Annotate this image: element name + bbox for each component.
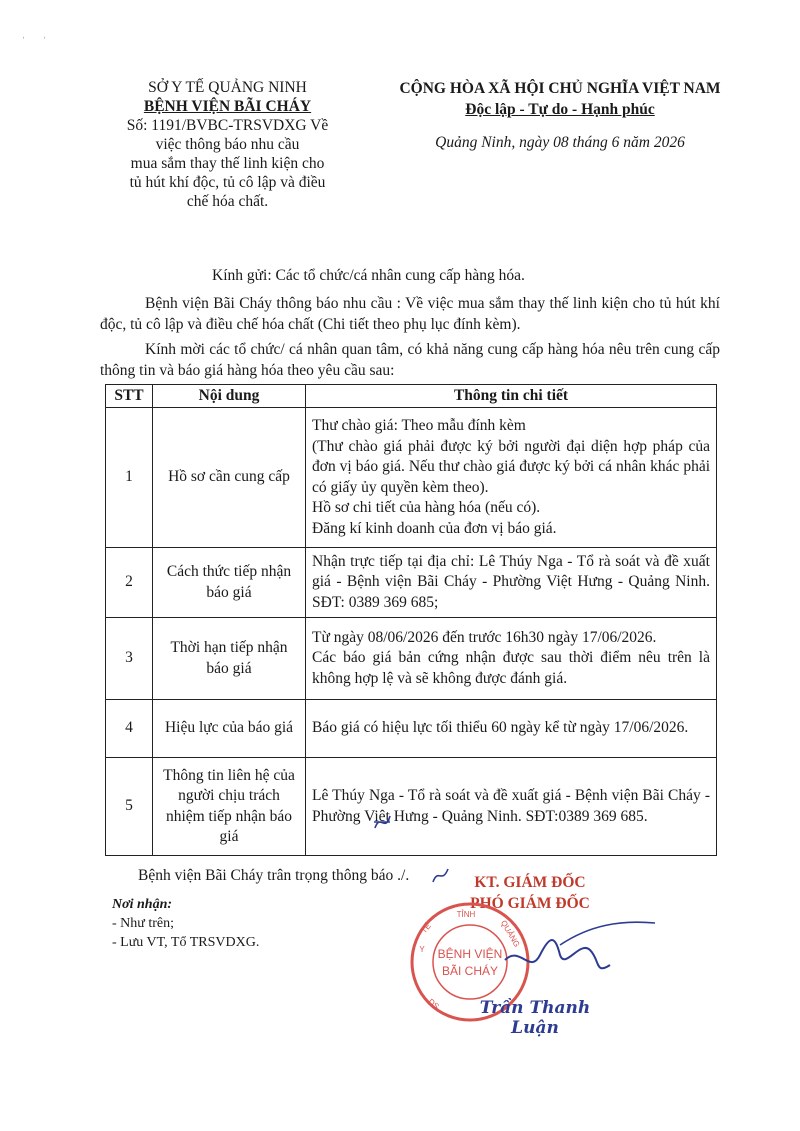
detail-line: Báo giá có hiệu lực tối thiểu 60 ngày kể từ ngày 17/06/2026.	[312, 719, 689, 737]
table-row	[106, 758, 717, 856]
row-details	[306, 618, 717, 700]
row-details	[306, 758, 717, 856]
nation-title: CỘNG HÒA XÃ HỘI CHỦ NGHĨA VIỆT NAM	[399, 80, 721, 97]
table-header-row	[106, 385, 717, 408]
detail-line: Lê Thúy Nga - Tổ rà soát và đề xuất giá - Bệnh viện Bãi Cháy - Phường Việt Hưng - Quảng Ninh. SĐT:0389 369 685.	[312, 787, 710, 825]
row-stt: 3	[106, 618, 153, 700]
stamp-ring-text: DS	[426, 997, 441, 1012]
stamp-ring-text: Y	[419, 945, 425, 954]
row-details	[306, 408, 717, 548]
row-content: Hiệu lực của báo giá	[153, 700, 306, 758]
initial-mark-icon	[430, 864, 452, 886]
row-details	[306, 548, 717, 618]
detail-line: Nhận trực tiếp tại địa chỉ: Lê Thúy Nga - Tổ rà soát và đề xuất giá - Bệnh viện Bãi Cháy - Phường Việt Hưng - Quảng Ninh. SĐT: 0389 369 685;	[312, 552, 710, 611]
stamp-inner-line-1: BỆNH VIỆN	[437, 947, 503, 961]
header-stt: STT	[106, 385, 153, 408]
header-right	[360, 78, 760, 153]
signer-name: Trần Thanh Luận	[479, 998, 591, 1038]
recipients-title: Nơi nhận:	[112, 897, 173, 912]
stamp-ring-text: TẾ	[419, 921, 433, 936]
stamp-inner-line-2: BÃI CHÁY	[441, 964, 499, 978]
detail-line: (Thư chào giá phải được ký bởi người đại diện hợp pháp của đơn vị báo giá. Nếu thư chào giá được ký bởi cá nhân khác phải có giấy ủy quyền kèm theo).	[312, 437, 710, 496]
table-row	[106, 408, 717, 548]
recipients-block	[112, 895, 259, 952]
initial-mark-icon	[370, 808, 396, 834]
subject-line: mua sắm thay thế linh kiện cho	[130, 155, 325, 172]
department-name: SỞ Y TẾ QUẢNG NINH	[148, 79, 307, 96]
row-stt: 1	[106, 408, 153, 548]
table-row	[106, 700, 717, 758]
detail-line: Đăng kí kinh doanh của đơn vị báo giá.	[312, 519, 557, 537]
row-stt: 2	[106, 548, 153, 618]
greeting: Kính gửi: Các tổ chức/cá nhân cung cấp hàng hóa.	[212, 267, 525, 284]
signature-line-1: KT. GIÁM ĐỐC	[474, 874, 586, 891]
header-content: Nội dung	[153, 385, 306, 408]
row-content: Hồ sơ cần cung cấp	[153, 408, 306, 548]
subject-line: tủ hút khí độc, tủ cô lập và điều	[129, 174, 326, 191]
row-content: Thời hạn tiếp nhận báo giá	[153, 618, 306, 700]
recipient-item: - Lưu VT, Tổ TRSVDXG.	[112, 935, 260, 950]
detail-line: Các báo giá bản cứng nhận được sau thời điểm nêu trên là không hợp lệ và sẽ không được đánh giá.	[312, 649, 710, 687]
detail-line: Hồ sơ chi tiết của hàng hóa (nếu có).	[312, 499, 541, 516]
detail-line: Từ ngày 08/06/2026 đến trước 16h30 ngày 17/06/2026.	[312, 628, 657, 646]
signature-line-2: PHÓ GIÁM ĐỐC	[470, 895, 590, 912]
intro-paragraph: Bệnh viện Bãi Cháy thông báo nhu cầu : Về việc mua sắm thay thế linh kiện cho tủ hút khí độc, tủ cô lập và điều chế hóa chất (Chi tiết theo phụ lục đính kèm).	[100, 295, 720, 333]
table-row	[106, 618, 717, 700]
requirements-table	[105, 384, 717, 856]
handwritten-signature-icon	[500, 915, 660, 985]
document-number: Số: 1191/BVBC-TRSVDXG Về	[126, 117, 329, 134]
row-details	[306, 700, 717, 758]
stamp-ring-text: QUẢNG	[498, 918, 522, 949]
subject-line: việc thông báo nhu cầu	[155, 136, 300, 153]
header-left	[100, 78, 355, 211]
nation-motto: Độc lập - Tự do - Hạnh phúc	[465, 101, 655, 118]
closing-line: Bệnh viện Bãi Cháy trân trọng thông báo ./.	[138, 867, 410, 884]
document-date: Quảng Ninh, ngày 08 tháng 6 năm 2026	[435, 134, 685, 151]
table-row	[106, 548, 717, 618]
header-details: Thông tin chi tiết	[306, 385, 717, 408]
stamp-ring-text: TỈNH	[456, 910, 476, 919]
scan-mark: ˌ ˌ	[22, 28, 47, 39]
row-stt: 4	[106, 700, 153, 758]
detail-line: Thư chào giá: Theo mẫu đính kèm	[312, 417, 526, 434]
subject-line: chế hóa chất.	[186, 193, 269, 210]
invite-paragraph: Kính mời các tổ chức/ cá nhân quan tâm, có khả năng cung cấp hàng hóa nêu trên cung cấp thông tin và báo giá hàng hóa theo yêu cầu sau:	[100, 341, 720, 379]
recipient-item: - Như trên;	[112, 916, 175, 931]
row-content: Cách thức tiếp nhận báo giá	[153, 548, 306, 618]
row-stt: 5	[106, 758, 153, 856]
hospital-name: BỆNH VIỆN BÃI CHÁY	[143, 98, 312, 115]
row-content: Thông tin liên hệ của người chịu trách nhiệm tiếp nhận báo giá	[153, 758, 306, 856]
